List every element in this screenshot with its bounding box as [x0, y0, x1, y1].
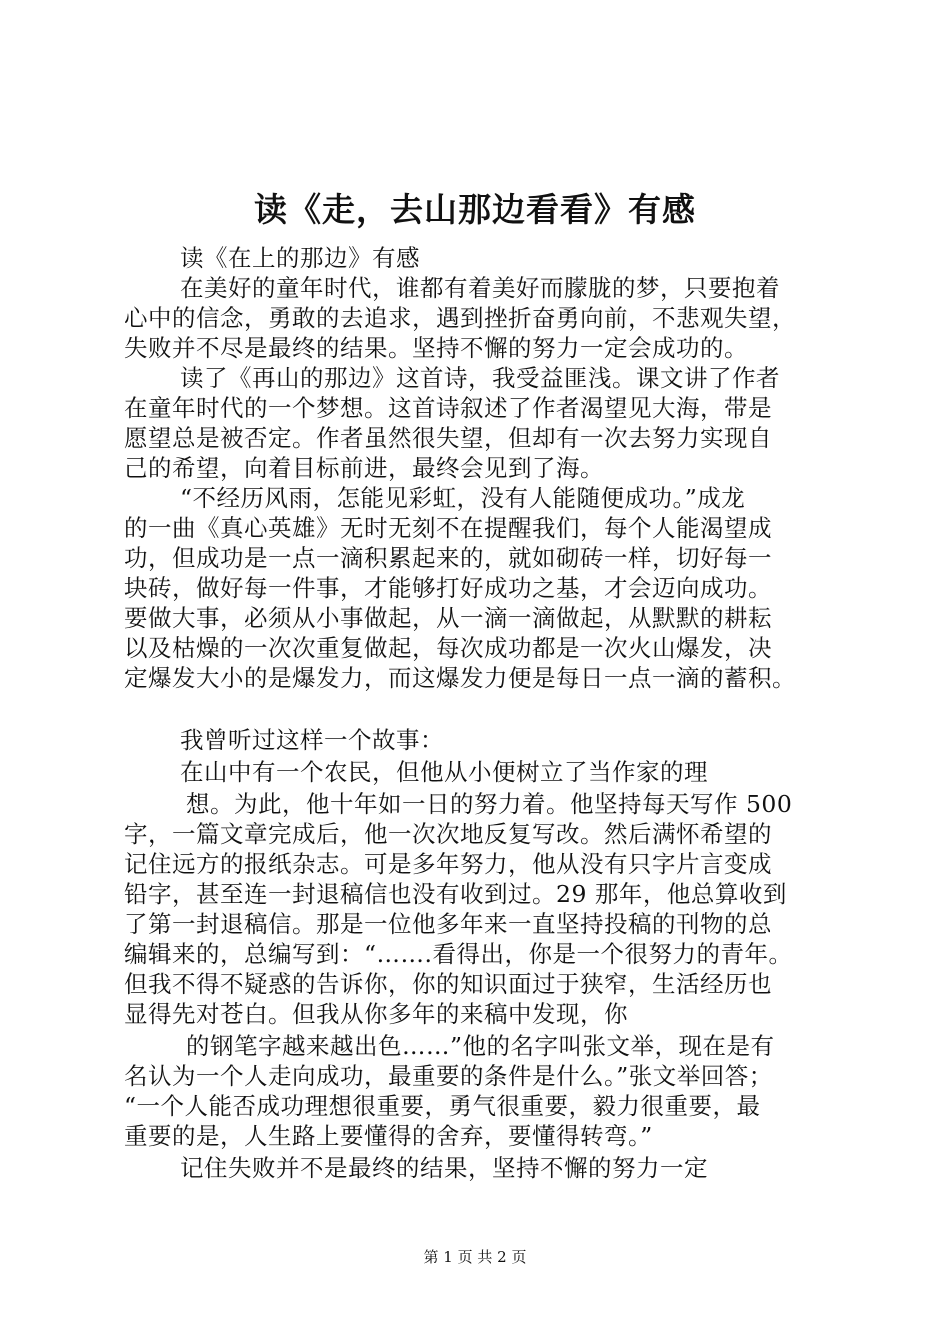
text-line: 己的希望，向着目标前进，最终会见到了海。 — [124, 454, 604, 482]
text-line: 显得先对苍白。但我从你多年的来稿中发现，你 — [124, 1000, 628, 1028]
text-line: “不经历风雨，怎能见彩虹，没有人能随便成功。”成龙 — [180, 484, 746, 512]
text-line: 功，但成功是一点一滴积累起来的，就如砌砖一样，切好每一 — [124, 544, 772, 572]
page-footer: 第 1 页 共 2 页 — [423, 1248, 527, 1266]
text-line: 但我不得不疑惑的告诉你，你的知识面过于狭窄，生活经历也 — [124, 970, 772, 998]
text-line: 在美好的童年时代，谁都有着美好而朦胧的梦，只要抱着 — [180, 274, 780, 302]
text-line: 编辑来的，总编写到：“…….看得出，你是一个很努力的青年。 — [124, 940, 793, 968]
text-line: 我曾听过这样一个故事： — [180, 726, 444, 754]
text-line: 记住失败并不是最终的结果，坚持不懈的努力一定 — [180, 1154, 708, 1182]
document-title: 读《走，去山那边看看》有感 — [254, 190, 696, 229]
text-line: 失败并不尽是最终的结果。坚持不懈的努力一定会成功的。 — [124, 334, 748, 362]
text-line: 心中的信念，勇敢的去追求，遇到挫折奋勇向前，不悲观失望， — [124, 304, 796, 332]
text-line: 名认为一个人走向成功，最重要的条件是什么。”张文举回答； — [124, 1062, 773, 1090]
text-line: 块砖，做好每一件事，才能够打好成功之基，才会迈向成功。 — [124, 574, 772, 602]
text-line: 定爆发大小的是爆发力，而这爆发力便是每日一点一滴的蓄积。 — [124, 664, 796, 692]
text-line: 愿望总是被否定。作者虽然很失望，但却有一次去努力实现自 — [124, 424, 772, 452]
text-line: 读《在上的那边》有感 — [180, 244, 420, 272]
text-line: 重要的是，人生路上要懂得的舍弃，要懂得转弯。” — [124, 1122, 653, 1150]
text-line: 要做大事，必须从小事做起，从一滴一滴做起，从默默的耕耘 — [124, 604, 772, 632]
text-line: 了第一封退稿信。那是一位他多年来一直坚持投稿的刊物的总 — [124, 910, 772, 938]
text-line: 想。为此，他十年如一日的努力着。他坚持每天写作 500 — [186, 790, 793, 818]
text-line: “一个人能否成功理想很重要，勇气很重要，毅力很重要，最 — [124, 1092, 761, 1120]
text-line: 以及枯燥的一次次重复做起，每次成功都是一次火山爆发，决 — [124, 634, 772, 662]
text-line: 在山中有一个农民，但他从小便树立了当作家的理 — [180, 758, 708, 786]
text-line: 读了《再山的那边》这首诗，我受益匪浅。课文讲了作者 — [180, 364, 780, 392]
text-line: 的一曲《真心英雄》无时无刻不在提醒我们，每个人能渴望成 — [124, 514, 772, 542]
text-line: 字，一篇文章完成后，他一次次地反复写改。然后满怀希望的 — [124, 820, 772, 848]
text-line: 的钢笔字越来越出色……”他的名字叫张文举，现在是有 — [186, 1032, 775, 1060]
text-line: 铅字，甚至连一封退稿信也没有收到过。29 那年，他总算收到 — [124, 880, 787, 908]
text-line: 在童年时代的一个梦想。这首诗叙述了作者渴望见大海，带是 — [124, 394, 772, 422]
text-line: 记住远方的报纸杂志。可是多年努力，他从没有只字片言变成 — [124, 850, 772, 878]
